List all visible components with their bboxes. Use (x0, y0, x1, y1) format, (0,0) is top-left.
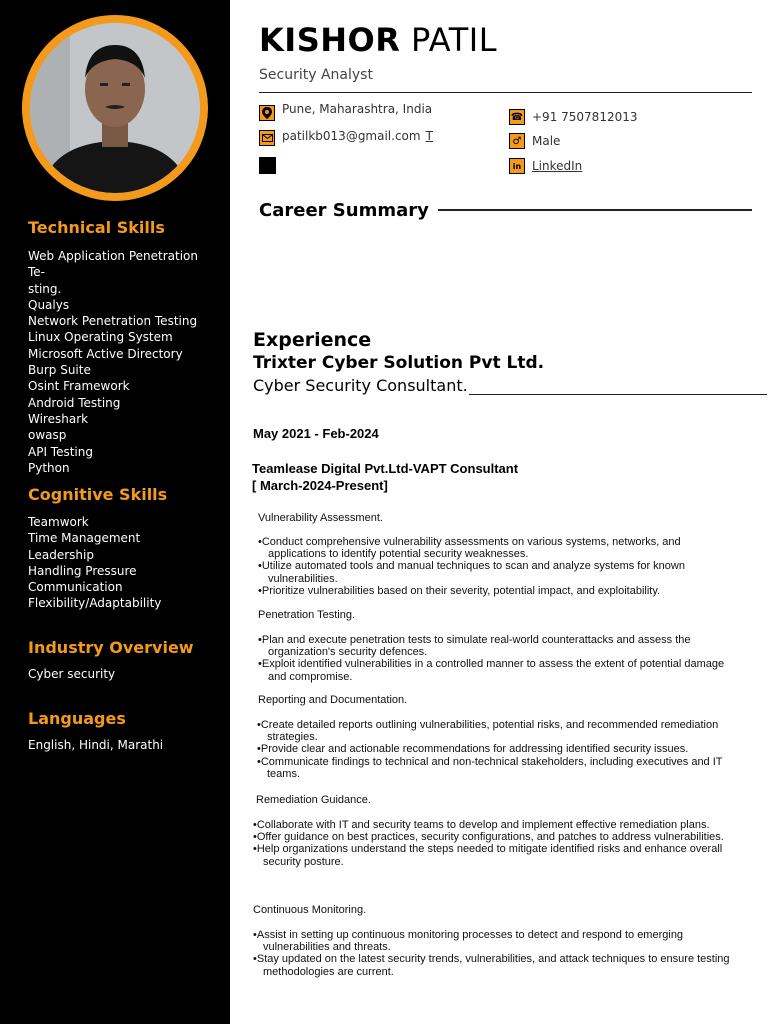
location-text: Pune, Maharashtra, India (282, 102, 433, 116)
skill-item: owasp (28, 428, 67, 443)
duty-bullets (253, 819, 733, 868)
contact-linkedin (509, 158, 582, 174)
duty-heading: Remediation Guidance. (256, 794, 371, 806)
envelope-icon (259, 130, 275, 146)
career-summary-divider (438, 209, 752, 211)
skill-item: Time Management (28, 531, 141, 546)
skill-item: API Testing (28, 444, 93, 459)
industry-overview-heading: Industry Overview (28, 638, 194, 657)
contact-phone (509, 109, 638, 125)
male-symbol-icon: ♂ (509, 133, 525, 149)
industry-value: Cyber security (28, 667, 116, 681)
skill-item: Android Testing (28, 395, 121, 410)
duty-bullet: • Exploit identified vulnerabilities in a controlled manner to assess the extent of potential damage and compromise. (258, 658, 728, 682)
duty-bullets (253, 929, 733, 978)
skill-item: Handling Pressure (28, 563, 137, 578)
duty-bullet: • Assist in setting up continuous monitoring processes to detect and respond to emerging vulnerabilities and threats. (253, 929, 733, 953)
duty-bullets (258, 634, 728, 683)
full-name (259, 21, 497, 59)
duty-bullet: • Provide clear and actionable recommendations for addressing identified security issues. (257, 743, 737, 755)
skill-item: Microsoft Active Directory (28, 346, 183, 361)
duty-heading: Reporting and Documentation. (258, 694, 408, 706)
contact-location (259, 102, 433, 121)
contact-gender (509, 133, 560, 149)
second-dates: [ March-2024-Present] (252, 478, 388, 493)
duty-bullet: • Help organizations understand the steps needed to mitigate identified risks and enhance overall security posture. (253, 843, 733, 867)
sidebar (0, 0, 230, 1024)
email-link[interactable]: patilkb013@gmail.com (282, 129, 421, 143)
duty-bullet: • Offer guidance on best practices, security configurations, and patches to address vulnerabilities. (253, 831, 733, 843)
second-company: Teamlease Digital Pvt.Ltd-VAPT Consultant (252, 461, 519, 476)
linkedin-icon: in (509, 158, 525, 174)
phone-text: +91 7507812013 (532, 110, 638, 124)
phone-icon: ☎ (509, 109, 525, 125)
skill-item: Communication (28, 580, 123, 595)
last-name: PATIL (411, 21, 498, 59)
email-suffix: T (425, 129, 433, 143)
first-name: KISHOR (259, 21, 401, 59)
experience-divider (469, 394, 767, 395)
duty-bullets (258, 536, 728, 597)
career-summary-heading: Career Summary (259, 200, 429, 221)
duty-bullet: • Conduct comprehensive vulnerability assessments on various systems, networks, and applications to identify potential security weaknesses. (258, 536, 728, 560)
technical-skills-list (28, 248, 218, 476)
skill-item: Qualys (28, 297, 70, 312)
experience-heading: Experience (253, 329, 372, 351)
technical-skills-heading: Technical Skills (28, 218, 165, 237)
skill-item: Web Application Penetration Te- (28, 249, 198, 280)
duty-bullet: • Stay updated on the latest security trends, vulnerabilities, and attack techniques to ensure testing methodologies are current. (253, 953, 733, 977)
duty-heading: Continuous Monitoring. (253, 904, 367, 916)
skill-item: Leadership (28, 547, 94, 562)
duty-bullet: • Plan and execute penetration tests to simulate real-world counterattacks and assess the organization's security defences. (258, 634, 728, 658)
skill-item: Flexibility/Adaptability (28, 596, 162, 611)
gender-text: Male (532, 134, 561, 148)
languages-value: English, Hindi, Marathi (28, 738, 164, 752)
duty-heading: Penetration Testing. (258, 609, 356, 621)
linkedin-link[interactable]: LinkedIn (532, 159, 583, 173)
skill-item: Network Penetration Testing (28, 314, 198, 329)
skill-item: Burp Suite (28, 363, 91, 378)
languages-heading: Languages (28, 709, 126, 728)
black-square (259, 157, 276, 174)
employment-dates: May 2021 - Feb-2024 (253, 426, 379, 441)
duty-bullet: • Utilize automated tools and manual techniques to scan and analyze systems for known vulnerabilities. (258, 560, 728, 584)
skill-item: Wireshark (28, 411, 89, 426)
contact-email (259, 130, 433, 146)
duty-bullet: • Create detailed reports outlining vulnerabilities, potential risks, and recommended remediation strategies. (257, 719, 737, 743)
skill-item: Teamwork (28, 515, 89, 529)
cognitive-skills-list (28, 514, 218, 612)
map-pin-icon (259, 105, 275, 121)
skill-item: Python (28, 460, 70, 475)
duty-bullet: • Prioritize vulnerabilities based on their severity, potential impact, and exploitability. (258, 585, 728, 597)
cognitive-skills-heading: Cognitive Skills (28, 485, 168, 504)
job-title: Security Analyst (259, 67, 373, 83)
skill-item: Osint Framework (28, 379, 130, 394)
skill-item: Linux Operating System (28, 330, 173, 345)
duty-bullet: • Communicate findings to technical and non-technical stakeholders, including executives and IT teams. (257, 756, 737, 780)
header-divider (259, 92, 752, 93)
profile-photo-frame (22, 15, 208, 201)
duty-bullets (257, 719, 737, 780)
position-title: Cyber Security Consultant. (253, 376, 468, 395)
duty-bullet: • Collaborate with IT and security teams to develop and implement effective remediation plans. (253, 819, 733, 831)
duty-heading: Vulnerability Assessment. (258, 512, 383, 524)
company-name: Trixter Cyber Solution Pvt Ltd. (253, 353, 545, 373)
skill-item: sting. (28, 281, 62, 296)
profile-photo (30, 23, 200, 193)
